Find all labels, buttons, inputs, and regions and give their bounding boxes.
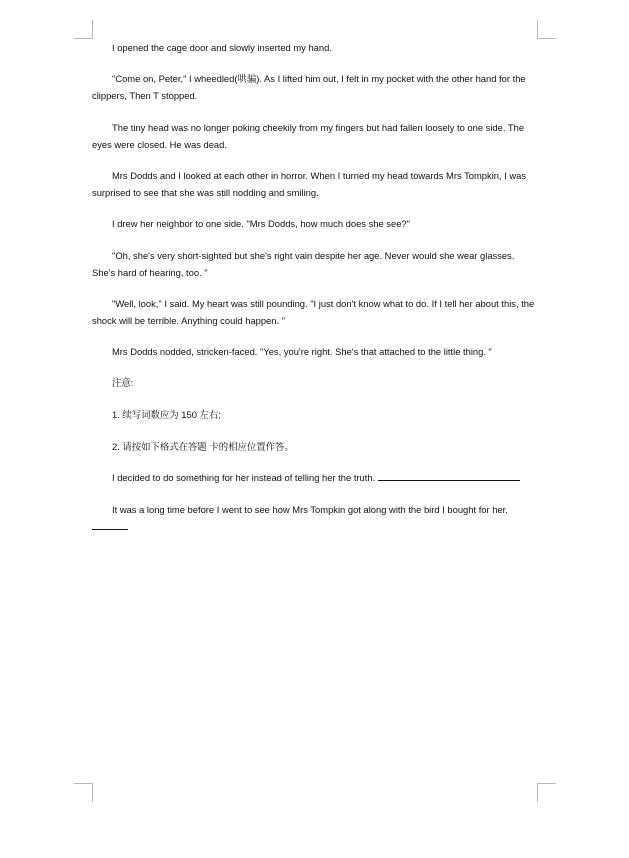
- prompt-paragraph-1: [92, 469, 538, 486]
- paragraph: Mrs Dodds and I looked at each other in horror. When I turned my head towards Mrs Tompkin, I was surprised to see that she was still nodding and smiling.: [92, 170, 527, 198]
- note-item: 2. 请按如下格式在答题 卡的相应位置作答。: [112, 441, 294, 452]
- answer-blank: [378, 471, 520, 481]
- prompt-text: I decided to do something for her instead of telling her the truth.: [112, 472, 376, 483]
- paragraph: I opened the cage door and slowly inserted my hand.: [112, 42, 332, 53]
- paragraph: "Well, look," I said. My heart was still pounding. "I just don't know what to do. If I tell her about this, the shock will be terrible. Anything could happen. ": [92, 298, 535, 326]
- prompt-paragraph-2: It was a long time before I went to see how Mrs Tompkin got along with the bird I bought for her.: [112, 504, 508, 515]
- answer-blank: [92, 529, 128, 530]
- paragraph: I drew her neighbor to one side. "Mrs Dodds, how much does she see?": [112, 218, 410, 229]
- notes-heading: 注意:: [112, 377, 134, 388]
- note-item: 1. 续写词数应为 150 左右;: [112, 409, 221, 420]
- paragraph: "Oh, she's very short-sighted but she's right vain despite her age. Never would she wear glasses. She's hard of hearing, too. ": [92, 250, 515, 278]
- paragraph: "Come on, Peter," I wheedled(哄骗). As I lifted him out, I felt in my pocket with the other hand for the clippers, Then T stopped.: [92, 73, 526, 101]
- paragraph: The tiny head was no longer poking cheekily from my fingers but had fallen loosely to one side. The eyes were closed. He was dead.: [92, 122, 525, 150]
- paragraph: Mrs Dodds nodded, stricken-faced. "Yes, you're right. She's that attached to the little thing. ": [112, 346, 492, 357]
